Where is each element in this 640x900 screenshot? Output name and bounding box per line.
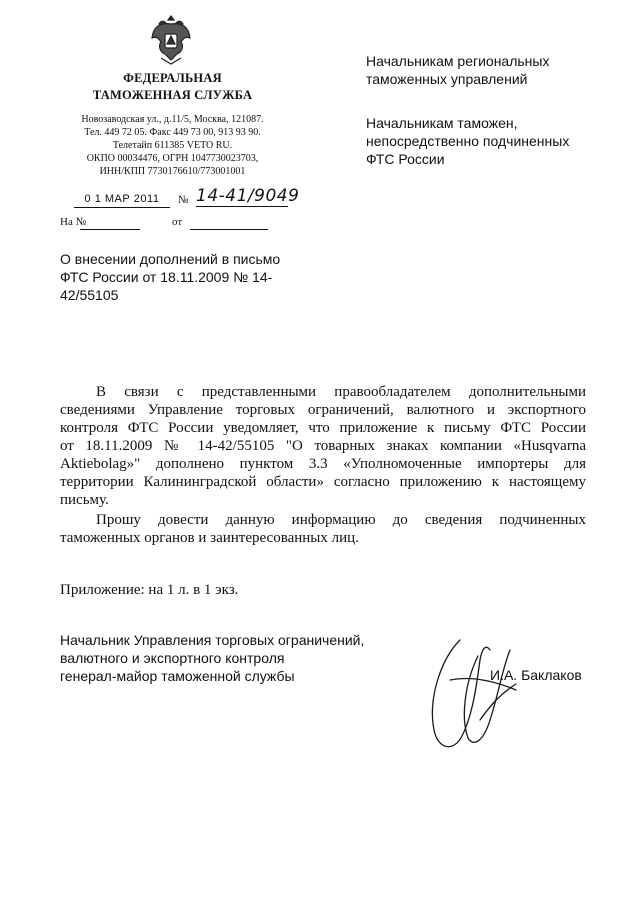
russian-coat-of-arms-icon bbox=[149, 14, 193, 66]
handwritten-signature-icon bbox=[420, 620, 530, 760]
signatory-name: И.А. Баклаков bbox=[490, 667, 582, 683]
reference-date-blank bbox=[190, 229, 268, 230]
org-name-line2: ТАМОЖЕННАЯ СЛУЖБА bbox=[92, 88, 253, 102]
body-line: В связи с представленными правообладателем дополнительными bbox=[96, 384, 586, 400]
addressee-line: таможенных управлений bbox=[366, 71, 528, 87]
addressee-line: Начальникам региональных bbox=[366, 53, 550, 69]
org-detail-line: Тел. 449 72 05. Факс 449 73 00, 913 93 90. bbox=[84, 127, 261, 138]
reference-number-label: На № bbox=[60, 216, 87, 228]
body-line: таможенных органов и заинтересованных лиц. bbox=[60, 530, 359, 546]
position-line: Начальник Управления торговых ограничений, bbox=[60, 632, 365, 648]
reference-line bbox=[60, 216, 300, 232]
body-line: Aktiebolag»" дополнено пунктом 3.3 «Уполномоченные импортеры для bbox=[60, 456, 586, 472]
addressee-line: ФТС России bbox=[366, 151, 445, 167]
addressee-line: непосредственно подчиненных bbox=[366, 133, 570, 149]
org-detail-line: Телетайп 611385 VETO RU. bbox=[112, 140, 233, 151]
position-line: генерал-майор таможенной службы bbox=[60, 668, 295, 684]
org-detail-line: ИНН/КПП 7730176610/773001001 bbox=[99, 166, 246, 177]
registration-line bbox=[60, 186, 300, 210]
body-line: от 18.11.2009 № 14-42/55105 "О товарных знаках компании «Husqvarna bbox=[60, 438, 586, 454]
body-line: письму. bbox=[60, 492, 109, 508]
body-line: Прошу довести данную информацию до сведения подчиненных bbox=[96, 512, 586, 528]
signatory-position bbox=[60, 631, 380, 685]
subject-line: ФТС России от 18.11.2009 № 14- bbox=[60, 269, 273, 285]
org-detail-line: Новозаводская ул., д.11/5, Москва, 121087. bbox=[81, 114, 264, 125]
position-line: валютного и экспортного контроля bbox=[60, 650, 285, 666]
letter-subject bbox=[60, 250, 300, 304]
org-name bbox=[60, 70, 285, 104]
subject-line: О внесении дополнений в письмо bbox=[60, 251, 281, 267]
attachment-note: Приложение: на 1 л. в 1 экз. bbox=[60, 582, 239, 598]
reference-date-label: от bbox=[172, 216, 183, 228]
org-name-line1: ФЕДЕРАЛЬНАЯ bbox=[123, 71, 222, 85]
body-line: сведениями Управление торговых ограничений, валютного и экспортного bbox=[60, 402, 586, 418]
body-line: контроля ФТС России уведомляет, что приложение к письму ФТС России bbox=[60, 420, 586, 436]
registration-date: 0 1 МАР 2011 bbox=[74, 192, 170, 208]
org-contact-details bbox=[60, 113, 285, 178]
reference-number-blank bbox=[80, 229, 140, 230]
org-detail-line: ОКПО 00034476, ОГРН 1047730023703, bbox=[86, 153, 259, 164]
addressee-line: Начальникам таможен, bbox=[366, 115, 518, 131]
addressee-regional bbox=[366, 52, 606, 88]
subject-line: 42/55105 bbox=[60, 287, 119, 303]
addressee-customs bbox=[366, 114, 606, 168]
body-line: территории Калининградской области» согласно приложению к настоящему bbox=[60, 474, 586, 490]
registration-number: 14-41/9049 bbox=[196, 186, 300, 206]
number-label: № bbox=[178, 194, 189, 206]
letter-body bbox=[60, 383, 586, 547]
